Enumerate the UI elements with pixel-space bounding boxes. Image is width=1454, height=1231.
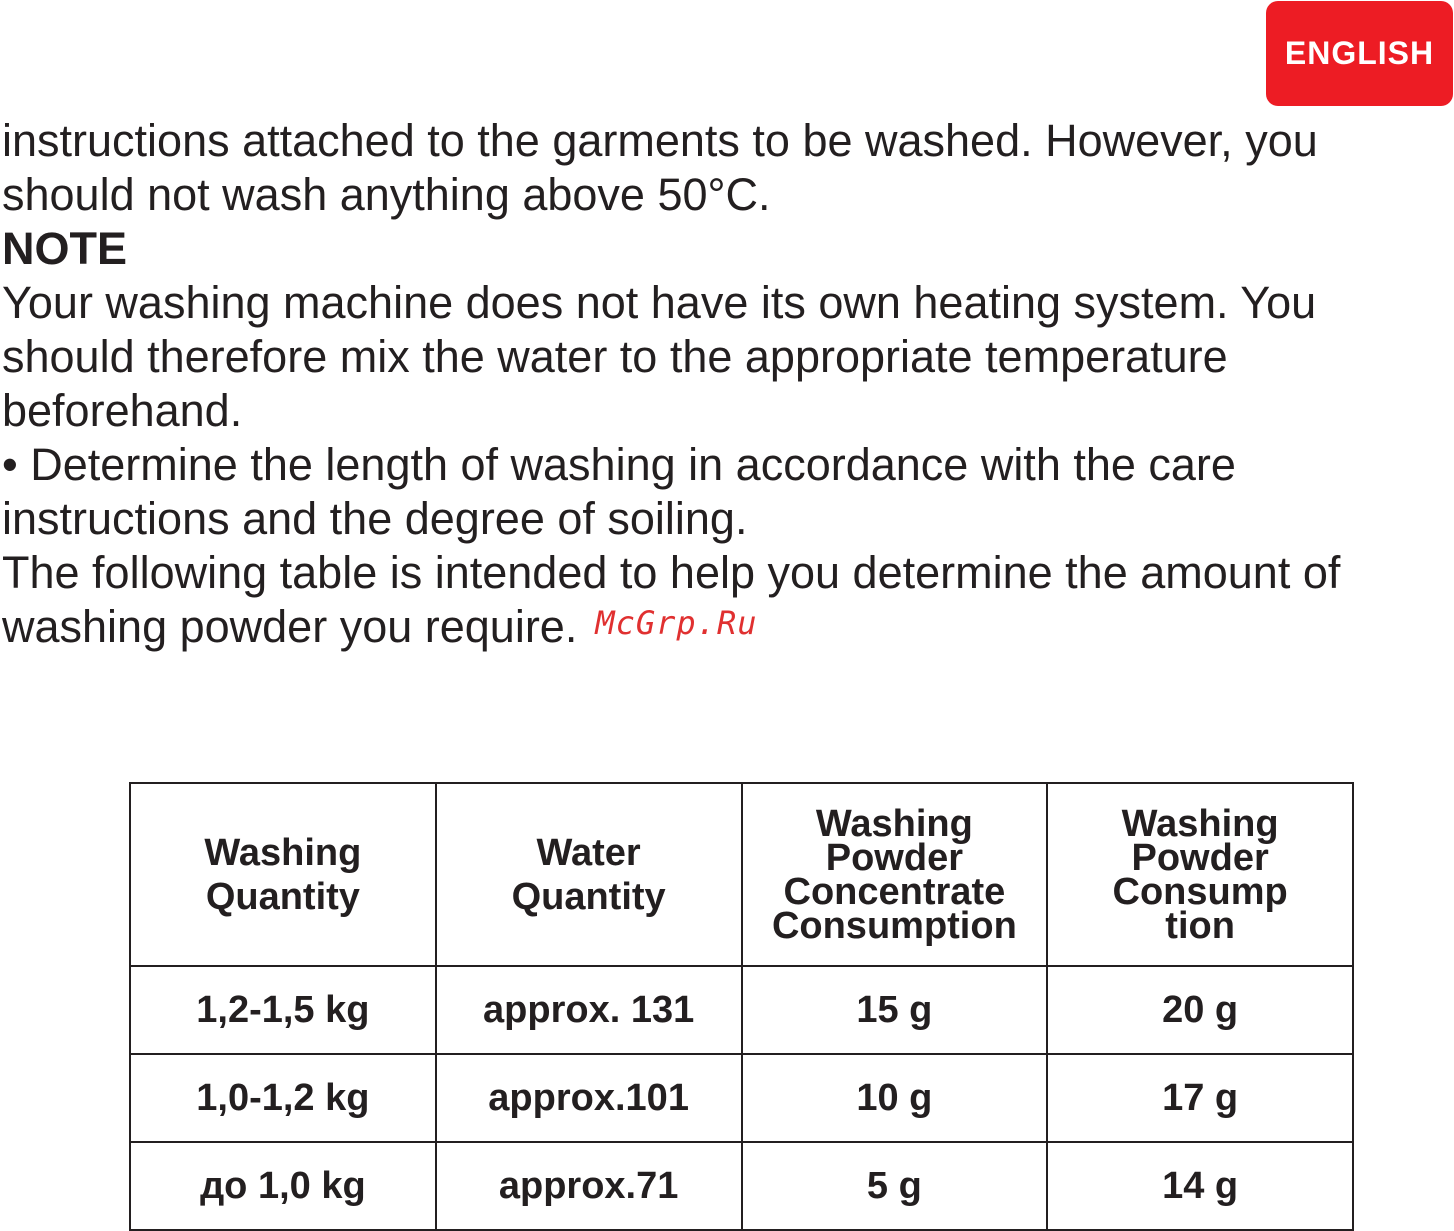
watermark: McGrp.Ru (595, 604, 758, 642)
text-line: beforehand. (2, 385, 243, 436)
text-line: should therefore mix the water to the appropriate temperature (2, 331, 1228, 382)
header-concentrate-consumption: Washing Powder Concentrate Consumption (742, 783, 1048, 966)
text-line: Your washing machine does not have its own heating system. You (2, 277, 1317, 328)
table-row (130, 966, 1353, 1054)
table-cell: approx.71 (436, 1142, 742, 1230)
table-cell: 1,2-1,5 kg (130, 966, 436, 1054)
table-cell: approx.101 (436, 1054, 742, 1142)
table-row (130, 1142, 1353, 1230)
table-row (130, 1054, 1353, 1142)
text-line (2, 600, 1452, 658)
text-line: instructions and the degree of soiling. (2, 493, 748, 544)
text-line: should not wash anything above 50°C. (2, 169, 771, 220)
table-cell: 1,0-1,2 kg (130, 1054, 436, 1142)
text-line: The following table is intended to help you determine the amount of (2, 547, 1341, 598)
note-heading: NOTE (2, 223, 128, 274)
header-powder-consumption: Washing Powder Consump tion (1047, 783, 1353, 966)
table-cell: approx. 131 (436, 966, 742, 1054)
text-line: instructions attached to the garments to be washed. However, you (2, 115, 1318, 166)
table-cell: до 1,0 kg (130, 1142, 436, 1230)
table-cell: 17 g (1047, 1054, 1353, 1142)
header-washing-quantity: Washing Quantity (130, 783, 436, 966)
bullet-line: • Determine the length of washing in accordance with the care (2, 439, 1236, 490)
instructions-text (2, 114, 1452, 658)
detergent-dosage-table (129, 782, 1354, 1231)
table-cell: 5 g (742, 1142, 1048, 1230)
table-header-row (130, 783, 1353, 966)
language-badge: ENGLISH (1266, 1, 1453, 106)
table-cell: 20 g (1047, 966, 1353, 1054)
table-cell: 14 g (1047, 1142, 1353, 1230)
header-water-quantity: Water Quantity (436, 783, 742, 966)
text-fragment: washing powder you require. (2, 601, 578, 652)
table-cell: 15 g (742, 966, 1048, 1054)
table-cell: 10 g (742, 1054, 1048, 1142)
